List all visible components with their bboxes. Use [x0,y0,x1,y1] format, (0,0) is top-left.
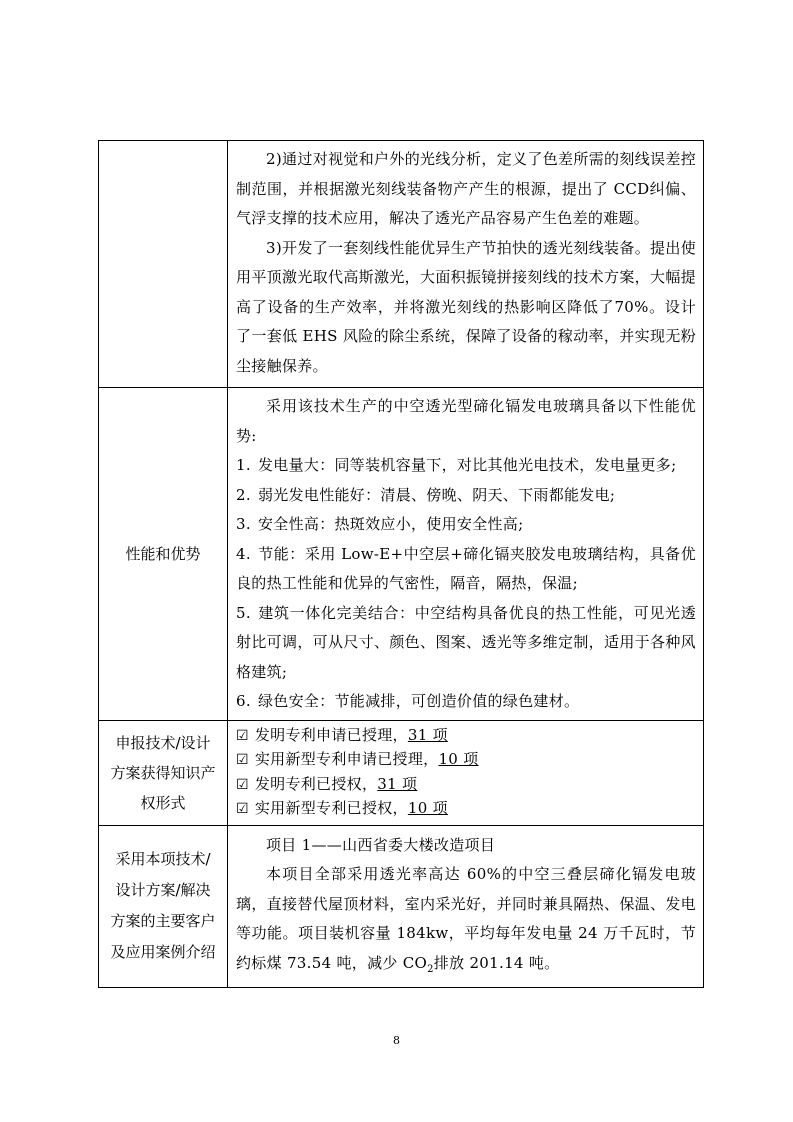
row-content [228,141,704,388]
list-item: 5. 建筑一体化完美结合：中空结构具备优良的热工性能，可见光透射比可调，可从尺寸、颜色、图案、透光等多维定制，适用于各种风格建筑; [236,603,696,681]
checkbox-checked-icon: ☑ [236,801,249,817]
row-content [228,825,704,988]
paragraph: 2)通过对视觉和户外的光线分析，定义了色差所需的刻线误差控制范围，并根据激光刻线装备物产产生的根源，提出了 CCD纠偏、气浮支撑的技术应用，解决了透光产品容易产生色差的难题。 [236,150,696,227]
project-title: 项目 1——山西省委大楼改造项目 [266,835,496,854]
list-item: 4. 节能：采用 Low-E+中空层+碲化镉夹胶发电玻璃结构，具备优良的热工性能和优异的气密性，隔音，隔热，保温; [236,544,696,592]
paragraph: 本项目全部采用透光率高达 60%的中空三叠层碲化镉发电玻璃，直接替代屋顶材料，室内采光好，并同时兼具隔热、保温、发电等功能。项目装机容量 184kw，平均每年发电量 24 万千瓦时，节约标煤 73.54 吨，减少 $CO_2$排放 201.14 吨。 [236,865,696,975]
row-label: 申报技术/设计 方案获得知识产 权形式 [99,720,228,825]
list-item: 6. 绿色安全：节能减排，可创造价值的绿色建材。 [236,692,580,710]
row-label-empty [99,141,228,388]
list-item: 1. 发电量大：同等装机容量下，对比其他光电技术，发电量更多; [236,456,677,474]
paragraph: 采用该技术生产的中空透光型碲化镉发电玻璃具备以下性能优势: [236,397,696,445]
row-cases [99,825,704,988]
checklist-item: ☑ 发明专利申请已授理，31 项 [236,725,448,744]
page-number: 8 [393,1034,400,1047]
list-item: 2. 弱光发电性能好：清晨、傍晚、阴天、下雨都能发电; [236,485,616,504]
checkbox-checked-icon: ☑ [236,727,249,744]
checklist-item: ☑ 发明专利已授权，31 项 [236,774,418,793]
list-item: 3. 安全性高：热斑效应小，使用安全性高; [236,515,524,533]
row-performance [99,388,704,721]
paragraph: 3)开发了一套刻线性能优异生产节拍快的透光刻线装备。提出使用平顶激光取代高斯激光，大面积振镜拼接刻线的技术方案，大幅提高了设备的生产效率，并将激光刻线的热影响区降低了70%。设计了一套低 EHS 风险的除尘系统，保障了设备的稼动率，并实现无粉尘接触保养。 [236,238,696,375]
content-table [98,140,704,988]
checkbox-checked-icon: ☑ [236,776,249,793]
checkbox-checked-icon: ☑ [236,752,249,768]
checklist-item: ☑ 实用新型专利已授权，10 项 [236,799,448,817]
row-technology [99,141,704,388]
row-ip [99,720,704,825]
checklist-item: ☑ 实用新型专利申请已授理，10 项 [236,750,479,768]
row-content [228,388,704,721]
row-label: 性能和优势 [99,388,228,721]
row-content [228,720,704,825]
row-label: 采用本项技术/ 设计方案/解决 方案的主要客户 及应用案例介绍 [99,825,228,988]
